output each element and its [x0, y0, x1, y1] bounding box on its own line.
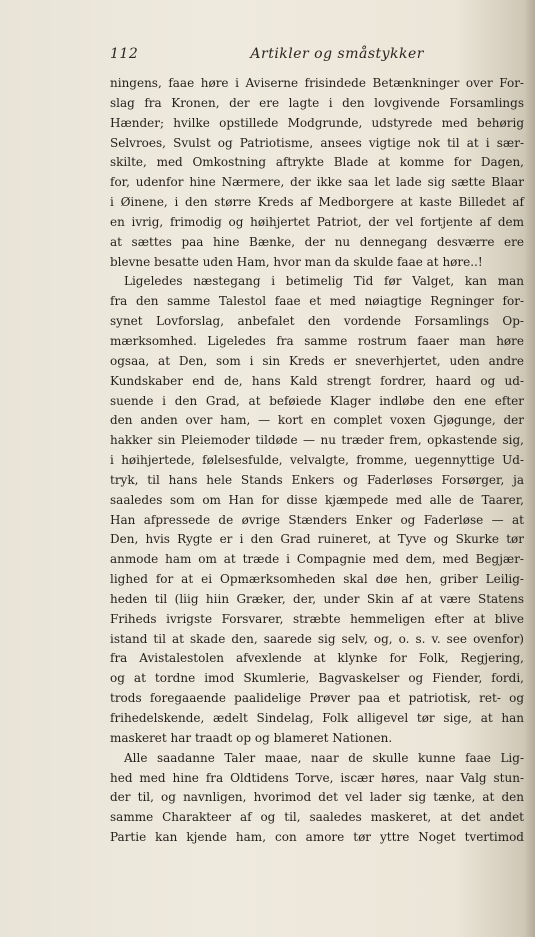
text-line: anmode ham om at træde i Compagnie med dem, med Begjær-	[110, 552, 524, 567]
text-line: saaledes som om Han for disse kjæmpede med alle de Taarer,	[110, 492, 524, 507]
text-line: Han afpressede de øvrige Stænders Enker og Faderløse — at	[110, 512, 524, 527]
text-line: trods foregaaende paalidelige Prøver paa et patriotisk, ret- og	[110, 691, 524, 706]
text-line: at sættes paa hine Bænke, der nu dennegang desværre ere	[110, 234, 524, 249]
body-text	[110, 74, 524, 848]
text-line: synet Lovforslag, anbefalet den vordende Forsamlings Op-	[110, 314, 524, 329]
text-line: frihedelskende, ædelt Sindelag, Folk alligevel tør sige, at han	[110, 711, 524, 725]
text-line: mærksomhed. Ligeledes fra samme rostrum faaer man høre	[110, 333, 524, 348]
text-line: Selvroes, Svulst og Patriotisme, ansees vigtige nok til at i sær-	[110, 135, 524, 150]
text-line: maskeret har traadt op og blameret Nationen.	[110, 730, 393, 745]
text-line: der til, og navnligen, hvorimod det vel lader sig tænke, at den	[110, 790, 524, 805]
text-line: fra den samme Talestol faae et med nøiagtige Regninger for-	[110, 294, 524, 309]
text-line: tryk, til hans hele Stands Enkers og Faderløses Forsørger, ja	[110, 472, 524, 487]
text-line: i Øinene, i den større Kreds af Medborgere at kaste Billedet af	[110, 195, 524, 210]
text-line: heden til (liig hiin Græker, der, under Skin af at være Statens	[110, 591, 524, 606]
running-title: Artikler og småstykker	[250, 46, 424, 62]
text-line: slag fra Kronen, der ere lagte i den lovgivende Forsamlings	[110, 95, 524, 110]
page-number: 112	[110, 46, 139, 62]
text-line: lighed for at ei Opmærksomheden skal døe hen, griber Leilig-	[110, 572, 524, 587]
text-line: fra Avistalestolen afvexlende at klynke for Folk, Regjering,	[110, 651, 524, 666]
text-line: skilte, med Omkostning aftrykte Blade at komme for Dagen,	[110, 155, 524, 170]
text-line: Hænder; hvilke opstillede Modgrunde, udstyrede med behørig	[110, 115, 524, 130]
text-line: blevne besatte uden Ham, hvor man da skulde faae at høre..!	[110, 254, 483, 269]
text-line: i høihjertede, følelsesfulde, velvalgte, fromme, uegennyttige Ud-	[110, 453, 524, 468]
text-line: ningens, faae høre i Aviserne frisindede Betænkninger over For-	[110, 76, 524, 90]
text-line: Ligeledes næstegang i betimelig Tid før Valget, kan man	[124, 274, 524, 289]
text-line: ogsaa, at Den, som i sin Kreds er sneverhjertet, uden andre	[110, 353, 524, 368]
text-line: istand til at skade den, saarede sig selv, og, o. s. v. see ovenfor)	[110, 631, 524, 646]
text-line: Alle saadanne Taler maae, naar de skulle kunne faae Lig-	[124, 750, 524, 765]
text-line: Partie kan kjende ham, con amore tør yttre Noget tvertimod	[110, 830, 524, 845]
text-line: hed med hine fra Oldtidens Torve, iscær høres, naar Valg stun-	[110, 770, 524, 785]
text-line: Den, hvis Rygte er i den Grad ruineret, at Tyve og Skurke tør	[110, 532, 524, 547]
text-line: for, udenfor hine Nærmere, der ikke saa let lade sig sætte Blaar	[110, 175, 524, 190]
text-line: samme Charakteer af og til, saaledes maskeret, at det andet	[110, 810, 524, 825]
text-line: suende i den Grad, at beføiede Klager indløbe den ene efter	[110, 393, 524, 408]
text-line: Friheds ivrigste Forsvarer, stræbte hemmeligen efter at blive	[110, 611, 524, 626]
text-line: den anden over ham, — kort en complet voxen Gjøgunge, der	[110, 413, 524, 428]
text-line: og at tordne imod Skumlerie, Bagvaskelser og Fiender, fordi,	[110, 671, 524, 686]
text-line: Kundskaber end de, hans Kald strengt fordrer, haard og ud-	[110, 373, 524, 388]
text-line: hakker sin Pleiemoder tildøde — nu træder frem, opkastende sig,	[110, 433, 524, 448]
text-line: en ivrig, frimodig og høihjertet Patriot, der vel fortjente af dem	[110, 214, 524, 229]
